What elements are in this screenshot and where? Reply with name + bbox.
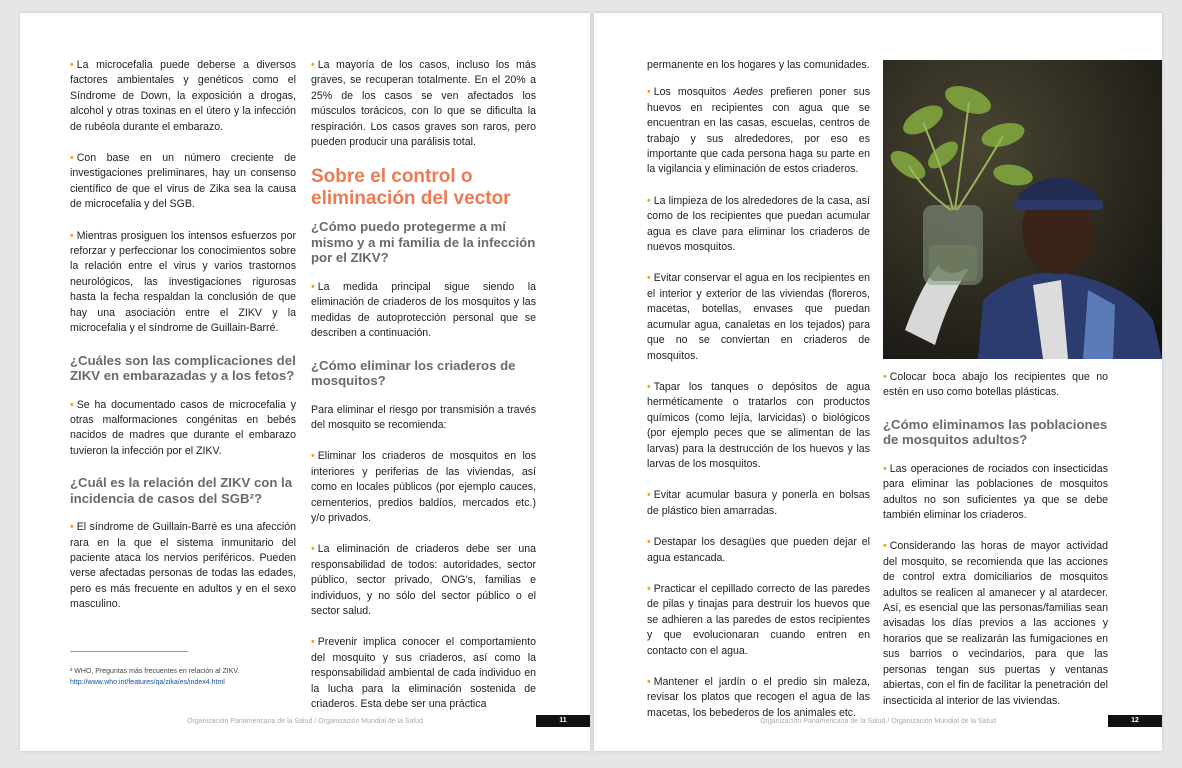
paragraph: • Los mosquitos Aedes prefieren poner sus huevos en recipientes con agua que se encuentran en las casas, escuelas, centros de trabajo y sus alrededores, por eso es importante que cada persona haga su parte en la vigilancia y eliminación de estos criaderos. [647,86,870,176]
paragraph-text: Las operaciones de rociados con insecticidas para eliminar las poblaciones de mosquitos adultos no son suficientes ya que se debe también eliminar los criaderos. [883,462,1108,522]
photo-illustration [883,60,1162,359]
footnote [70,666,296,688]
bullet-icon: • [647,676,651,688]
paragraph [311,635,536,712]
paragraph-text: Colocar boca abajo los recipientes que no estén en uso como botellas plásticas. [883,371,1108,399]
paragraph [647,488,870,519]
paragraph-text: Prevenir implica conocer el comportamiento del mosquito y sus criaderos, así como la responsabilidad ambiental de cada individuo en la lucha para la eliminación sostenida de criaderos. Esta debe ser una práctica [311,636,536,711]
paragraph [311,58,536,150]
left-column-2 [311,58,536,728]
paragraph-text: Se ha documentado casos de microcefalia y otras malformaciones congénitas en bebés nacidos de madres que durante el embarazo tuvieron la infección por el ZIKV. [70,398,296,457]
bullet-icon: • [311,450,315,463]
bullet-icon: • [883,371,887,383]
bullet-icon: • [70,521,74,534]
left-column-1 [70,58,296,688]
paragraph [311,449,536,526]
paragraph [647,535,870,566]
question-heading: ¿Cómo puedo protegerme a mí mismo y a mi familia de la infección por el ZIKV? [311,219,536,266]
paragraph [883,539,1108,708]
paragraph [311,542,536,619]
bullet-icon: • [70,152,74,165]
paragraph-text: Evitar conservar el agua en los recipientes en el interior y exterior de las viviendas (floreros, macetas, botellas, envases que puedan acumular agua, canaletas en los tejados) para que no se conviertan en criaderos de mosquitos. [647,272,870,362]
page-right [594,13,1162,751]
question-heading: ¿Cómo eliminar los criaderos de mosquitos? [311,357,516,389]
paragraph-text: Tapar los tanques o depósitos de agua herméticamente o tratarlos con productos químicos (como lejía, larvicidas) o biológicos (por ejemplo peces que se alimentan de las larvas) para la destrucción de los huevos y las larvas de los mosquitos. [647,380,870,470]
paragraph [647,194,870,256]
bullet-icon: • [647,86,651,99]
paragraph: Para eliminar el riesgo por transmisión a través del mosquito se recomienda: [311,403,536,431]
paragraph-text: La limpieza de los alrededores de la casa, así como de los recipientes que puedan acumular agua es clave para eliminar los criaderos de nuevos mosquitos. [647,194,870,254]
paragraph-text: La mayoría de los casos, incluso los más graves, se recuperan totalmente. En el 20% a 25% de los casos se ven afectados los músculos torácicos, con lo que se dificulta la respiración. Los casos graves son raros, pero pueden producir una parálisis total. [311,59,536,149]
paragraph-text: Mientras prosiguen los intensos esfuerzos por reforzar y perfeccionar los conocimientos sobre la relación entre el virus y varios trastornos neurológicos, las investigaciones rigurosas hasta la fecha respaldan la conclusión de que hay una asociación entre el ZIKV y la microcefalia y el síndrome de Guillain-Barré. [70,229,296,335]
bullet-icon: • [70,229,74,242]
paragraph [647,675,870,721]
bullet-icon: • [311,59,315,71]
footnote-divider [70,651,188,652]
paragraph [647,582,870,659]
paragraph-text: La eliminación de criaderos debe ser una responsabilidad de todos: autoridades, sector público, sector privado, ONG's, familias e individuos, y no sólo del sector público o el sector salud. [311,543,536,618]
paragraph [311,280,536,342]
bullet-icon: • [70,398,74,411]
bullet-icon: • [647,489,651,502]
paragraph [70,151,296,213]
bullet-icon: • [311,636,315,649]
bullet-icon: • [647,272,651,285]
paragraph-text: El síndrome de Guillain-Barré es una afección rara en la que el sistema inmunitario del paciente ataca los nervios periféricos. Pueden verse afectadas personas de todas las edades, pero es más frecuente en adultos y en el sexo masculino. [70,521,296,611]
paragraph [70,229,296,337]
paragraph [883,462,1108,524]
species-name: Aedes [733,86,764,99]
paragraph-text: Con base en un número creciente de investigaciones preliminares, hay un consenso científico de que el virus de Zika sea la causa de microcefalia y del SGB. [70,152,296,211]
question-heading: ¿Cómo eliminamos las poblaciones de mosquitos adultos? [883,416,1108,448]
bullet-icon: • [647,194,651,207]
bullet-icon: • [883,462,887,475]
paragraph [883,370,1108,401]
bullet-icon: • [647,582,651,595]
bullet-icon: • [647,536,651,549]
paragraph-text: Considerando las horas de mayor actividad del mosquito, se recomienda que las acciones de control extra domiciliarios de mosquitos adultos se realicen al amanecer y al atardecer. Así, es esencial que las personas/familias sean avisadas los días previos a las acciones y horarios que se realizarán las fumigaciones en sus barrios o vecindarios, para que las personas tengan sus puertas y ventanas abiertas, con el fin de facilitar la penetración del insecticida al interior de las viviendas. [883,540,1108,707]
paragraph-text: Evitar acumular basura y ponerla en bolsas de plástico bien amarradas. [647,489,870,517]
bullet-icon: • [311,280,315,293]
paragraph [70,398,296,460]
paragraph-text: La microcefalia puede deberse a diversos factores ambientales y genéticos como el Síndrome de Down, la exposición a drogas, alcohol y otras toxinas en el útero y la infección de rubéola durante el embarazo. [70,59,296,133]
question-heading: ¿Cuál es la relación del ZIKV con la incidencia de casos del SGB²? [70,475,293,506]
bullet-icon: • [311,543,315,556]
page-footer: Organización Panamericana de la Salud / Organización Mundial de la Salud [760,718,996,725]
bullet-icon: • [883,540,887,553]
right-column-2 [883,370,1108,725]
footnote-text: ² WHO, Preguntas más frecuentes en relación al ZIKV. [70,667,240,675]
paragraph [647,380,870,472]
paragraph-text: Destapar los desagües que pueden dejar el agua estancada. [647,536,870,564]
section-heading: Sobre el control o eliminación del vector [311,166,511,209]
paragraph-text: Mantener el jardín o el predio sin maleza, revisar los platos que recogen el agua de las macetas, los bebederos de los animales etc. [647,676,870,719]
paragraph-text: La medida principal sigue siendo la eliminación de criaderos de los mosquitos y las medidas de autoprotección personal que se describen a continuación. [311,280,536,340]
right-column-1 [647,58,870,737]
question-heading: ¿Cuáles son las complicaciones del ZIKV en embarazadas y a los fetos? [70,352,296,383]
page-footer: Organización Panamericana de la Salud / Organización Mundial de la Salud [187,718,423,725]
page-number: 12 [1108,715,1162,727]
paragraph-text: Eliminar los criaderos de mosquitos en los interiores y periferias de las viviendas, así como en locales públicos (por ejemplo cauces, cementerios, predios baldíos, mercados etc.) y/o privados. [311,450,536,524]
paragraph [70,58,296,135]
page-left [20,13,590,751]
page-number: 11 [536,715,590,727]
paragraph [647,271,870,363]
bullet-icon: • [647,380,651,393]
paragraph-text: Practicar el cepillado correcto de las paredes de pilas y tinajas para destruir los huevos que se adhieren a las paredes de estos recipientes y que evolucionaran cuando entren en contacto con el agua. [647,582,870,657]
health-worker-photo [883,60,1162,359]
paragraph: permanente en los hogares y las comunidades. [647,59,870,71]
footnote-link[interactable]: http://www.who.int/features/qa/zika/es/index4.html [70,678,225,686]
bullet-icon: • [70,59,74,71]
paragraph [70,520,296,612]
